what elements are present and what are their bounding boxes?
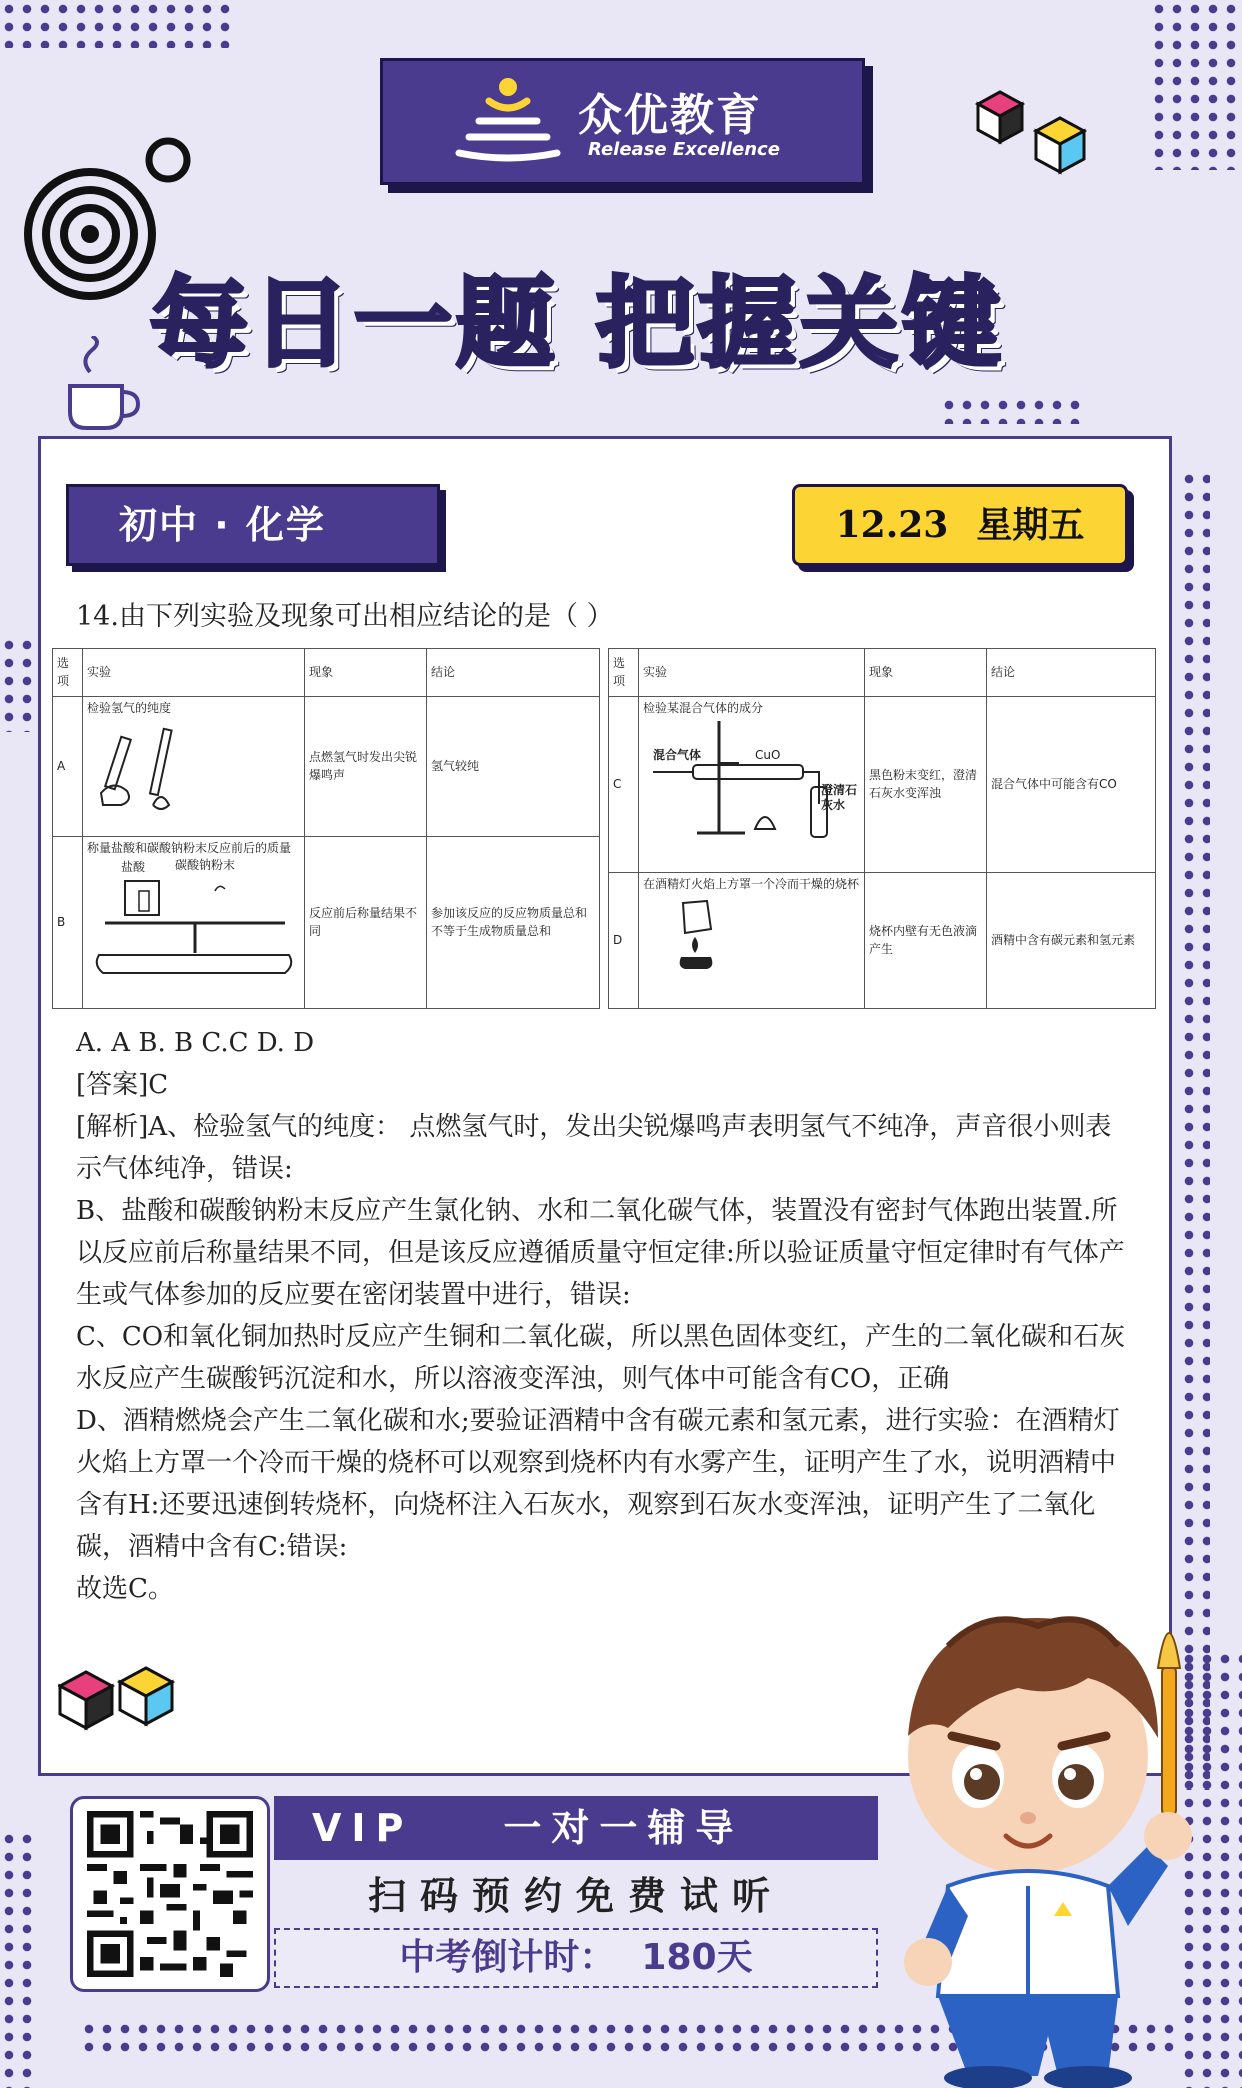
answer-section: [76, 1022, 1126, 1610]
apparatus-label: 碳酸钠粉末: [175, 858, 236, 873]
dot-pattern-top-right: [1150, 0, 1242, 170]
question-text: 14.由下列实验及现象可出相应结论的是（ ）: [76, 601, 614, 632]
table-row: [53, 697, 600, 837]
qr-code[interactable]: [70, 1796, 270, 1992]
cube-icon: [58, 1666, 178, 1736]
header-conclusion: 结论: [427, 649, 600, 697]
brand-slogan: Release Excellence: [588, 139, 780, 160]
header-option: 选项: [609, 649, 639, 697]
alcohol-lamp-icon: [643, 897, 743, 971]
countdown-label: 中考倒计时：: [399, 1937, 616, 1978]
tutoring-label: 一对一辅导: [503, 1806, 744, 1850]
date-day: 12.23: [835, 504, 949, 546]
experiment-text: 在酒精灯火焰上方罩一个冷而干燥的烧杯: [643, 877, 860, 891]
countdown-value: 180天: [641, 1937, 753, 1978]
dot-pattern-top-left: [0, 0, 230, 48]
brand-name: 众优教育: [578, 90, 762, 141]
brand-logo: [380, 58, 865, 185]
experiment-text: 检验氢气的纯度: [87, 701, 172, 715]
page-headline: 每日一题 把握关键: [150, 267, 1005, 381]
phenomenon-text: 点燃氢气时发出尖锐爆鸣声: [305, 697, 427, 837]
hydrogen-test-apparatus-icon: [87, 721, 207, 821]
gas-test-apparatus-icon: [643, 717, 869, 849]
table-row: [609, 873, 1156, 1009]
apparatus-label: 混合气体: [653, 748, 702, 763]
header-option: 选项: [53, 649, 83, 697]
analysis-c: C、CO和氧化铜加热时反应产生铜和二氧化碳，所以黑色固体变红，产生的二氧化碳和石灰水反应产生碳酸钙沉淀和水，所以溶液变浑浊，则气体中可能含有CO，正确: [76, 1322, 1126, 1394]
header-conclusion: 结论: [987, 649, 1156, 697]
date-badge: [792, 484, 1128, 566]
experiment-table-left: [52, 648, 600, 1009]
experiment-text: 检验某混合气体的成分: [643, 701, 764, 715]
apparatus-label: 盐酸: [121, 860, 146, 875]
phenomenon-text: 反应前后称量结果不同: [305, 837, 427, 1009]
option-label: B: [53, 837, 83, 1009]
conclusion-text: 参加该反应的反应物质量总和不等于生成物质量总和: [427, 837, 600, 1009]
header-phenomenon: 现象: [865, 649, 987, 697]
answer-line: [答案]C: [76, 1070, 169, 1100]
experiment-table-right: [608, 648, 1156, 1009]
phenomenon-text: 烧杯内壁有无色液滴产生: [865, 873, 987, 1009]
analysis-a: [解析]A、检验氢气的纯度： 点燃氢气时，发出尖锐爆鸣声表明氢气不纯净，声音很小则表示气体纯净，错误:: [76, 1112, 1112, 1184]
subject-label: 初中 · 化学: [66, 484, 440, 566]
options-line: A. A B. B C.C D. D: [76, 1028, 315, 1058]
cube-icon: [974, 88, 1094, 178]
experiment-text: 称量盐酸和碳酸钠粉末反应前后的质量: [87, 841, 292, 855]
table-row: [609, 697, 1156, 873]
free-trial-text: 扫码预约免费试听: [367, 1874, 784, 1918]
dot-pattern-right-mid: [940, 396, 1080, 424]
promo-panel: [274, 1796, 878, 1988]
header-phenomenon: 现象: [305, 649, 427, 697]
mascot-boy-icon: [878, 1586, 1208, 2088]
option-label: D: [609, 873, 639, 1009]
phenomenon-text: 黑色粉末变红，澄清石灰水变浑浊: [865, 697, 987, 873]
table-row: [53, 837, 600, 1009]
conclusion-text: 混合气体中可能含有CO: [987, 697, 1156, 873]
option-label: A: [53, 697, 83, 837]
balance-apparatus-icon: [95, 871, 295, 981]
apparatus-label: 澄清石灰水: [821, 783, 858, 812]
apparatus-label: CuO: [755, 748, 781, 763]
date-weekday: 星期五: [976, 504, 1085, 546]
dot-pattern-left-mid: [0, 636, 34, 732]
vip-bar: [274, 1796, 878, 1860]
qr-code-icon: [87, 1811, 253, 1977]
dot-pattern-bottom-left: [0, 1830, 34, 2088]
option-label: C: [609, 697, 639, 873]
header-experiment: 实验: [83, 649, 305, 697]
conclusion-text: 氢气较纯: [427, 697, 600, 837]
header-experiment: 实验: [639, 649, 865, 697]
analysis-d: D、酒精燃烧会产生二氧化碳和水;要验证酒精中含有碳元素和氢元素，进行实验：在酒精灯火焰上方罩一个冷而干燥的烧杯可以观察到烧杯内有水雾产生，证明产生了水，说明酒精中含有H:还要迅速倒转烧杯，向烧杯注入石灰水，观察到石灰水变浑浊，证明产生了二氧化碳，酒精中含有C:错误:: [76, 1406, 1120, 1562]
exam-countdown: [274, 1928, 878, 1988]
final-choice: 故选C。: [76, 1574, 174, 1604]
logo-icon: [453, 73, 563, 173]
vip-label: VIP: [312, 1806, 414, 1850]
analysis-b: B、盐酸和碳酸钠粉末反应产生氯化钠、水和二氧化碳气体，装置没有密封气体跑出装置.所以反应前后称量结果不同，但是该反应遵循质量守恒定律:所以验证质量守恒定律时有气体产生或气体参加的反应要在密闭装置中进行，错误:: [76, 1196, 1125, 1310]
coffee-cup-icon: [60, 336, 150, 436]
conclusion-text: 酒精中含有碳元素和氢元素: [987, 873, 1156, 1009]
